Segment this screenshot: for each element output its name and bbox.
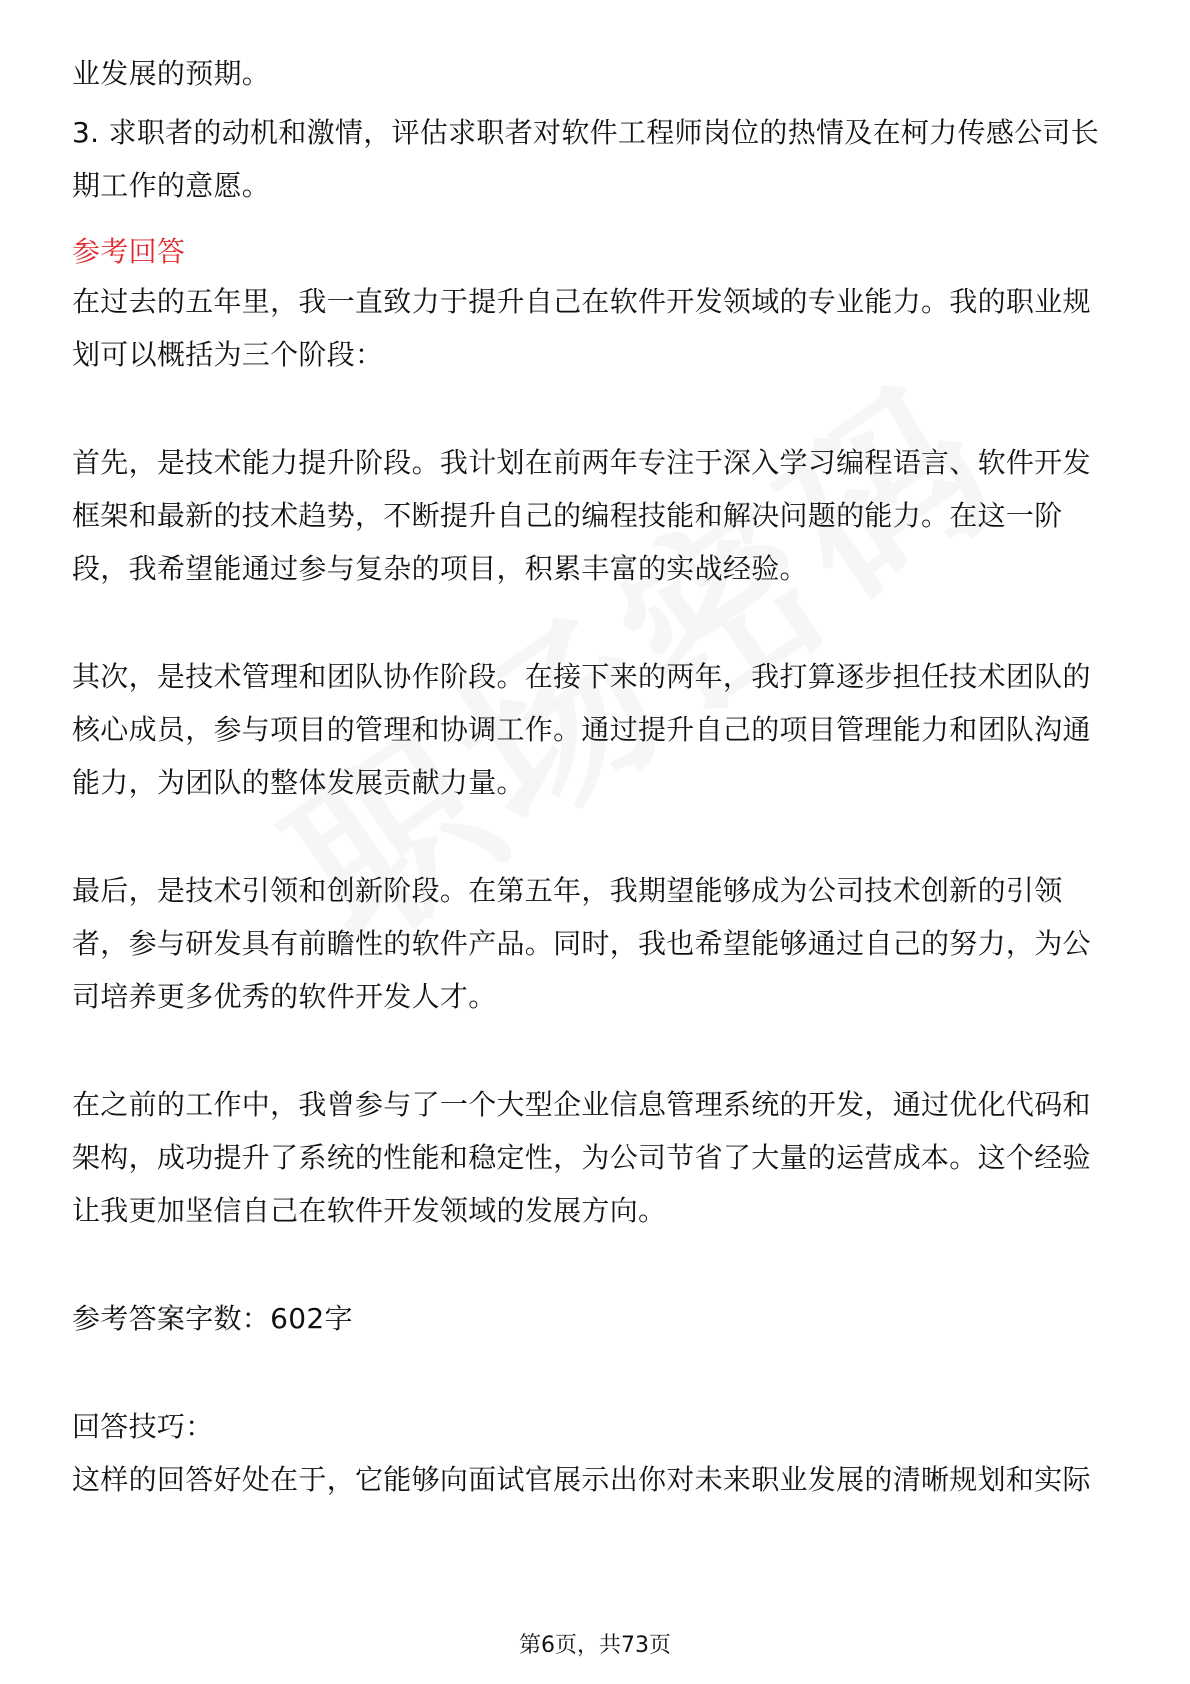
answer-line: 者，参与研发具有前瞻性的软件产品。同时，我也希望能够通过自己的努力，为公 bbox=[72, 927, 1091, 960]
answer-line: 其次，是技术管理和团队协作阶段。在接下来的两年，我打算逐步担任技术团队的 bbox=[72, 660, 1091, 693]
tips-heading: 回答技巧： bbox=[72, 1410, 214, 1443]
answer-line: 划可以概括为三个阶段： bbox=[72, 338, 384, 371]
answer-line: 框架和最新的技术趋势，不断提升自己的编程技能和解决问题的能力。在这一阶 bbox=[72, 499, 1063, 532]
intro-line: 3. 求职者的动机和激情，评估求职者对软件工程师岗位的热情及在柯力传感公司长 bbox=[72, 116, 1100, 149]
answer-line: 首先，是技术能力提升阶段。我计划在前两年专注于深入学习编程语言、软件开发 bbox=[72, 446, 1091, 479]
answer-line: 核心成员，参与项目的管理和协调工作。通过提升自己的项目管理能力和团队沟通 bbox=[72, 713, 1091, 746]
answer-line: 最后，是技术引领和创新阶段。在第五年，我期望能够成为公司技术创新的引领 bbox=[72, 874, 1063, 907]
answer-line: 架构，成功提升了系统的性能和稳定性，为公司节省了大量的运营成本。这个经验 bbox=[72, 1141, 1091, 1174]
intro-line: 期工作的意愿。 bbox=[72, 169, 271, 202]
intro-line: 业发展的预期。 bbox=[72, 57, 271, 90]
answer-line: 司培养更多优秀的软件开发人才。 bbox=[72, 980, 497, 1013]
answer-line: 能力，为团队的整体发展贡献力量。 bbox=[72, 766, 525, 799]
reference-answer-heading: 参考回答 bbox=[72, 235, 186, 268]
page-number-footer: 第6页，共73页 bbox=[519, 1633, 671, 1658]
answer-line: 段，我希望能通过参与复杂的项目，积累丰富的实战经验。 bbox=[72, 552, 808, 585]
answer-line: 让我更加坚信自己在软件开发领域的发展方向。 bbox=[72, 1194, 667, 1227]
tips-line: 这样的回答好处在于，它能够向面试官展示出你对未来职业发展的清晰规划和实际 bbox=[72, 1463, 1091, 1496]
word-count: 参考答案字数：602字 bbox=[72, 1302, 353, 1335]
answer-line: 在过去的五年里，我一直致力于提升自己在软件开发领域的专业能力。我的职业规 bbox=[72, 285, 1091, 318]
answer-line: 在之前的工作中，我曾参与了一个大型企业信息管理系统的开发，通过优化代码和 bbox=[72, 1088, 1091, 1121]
